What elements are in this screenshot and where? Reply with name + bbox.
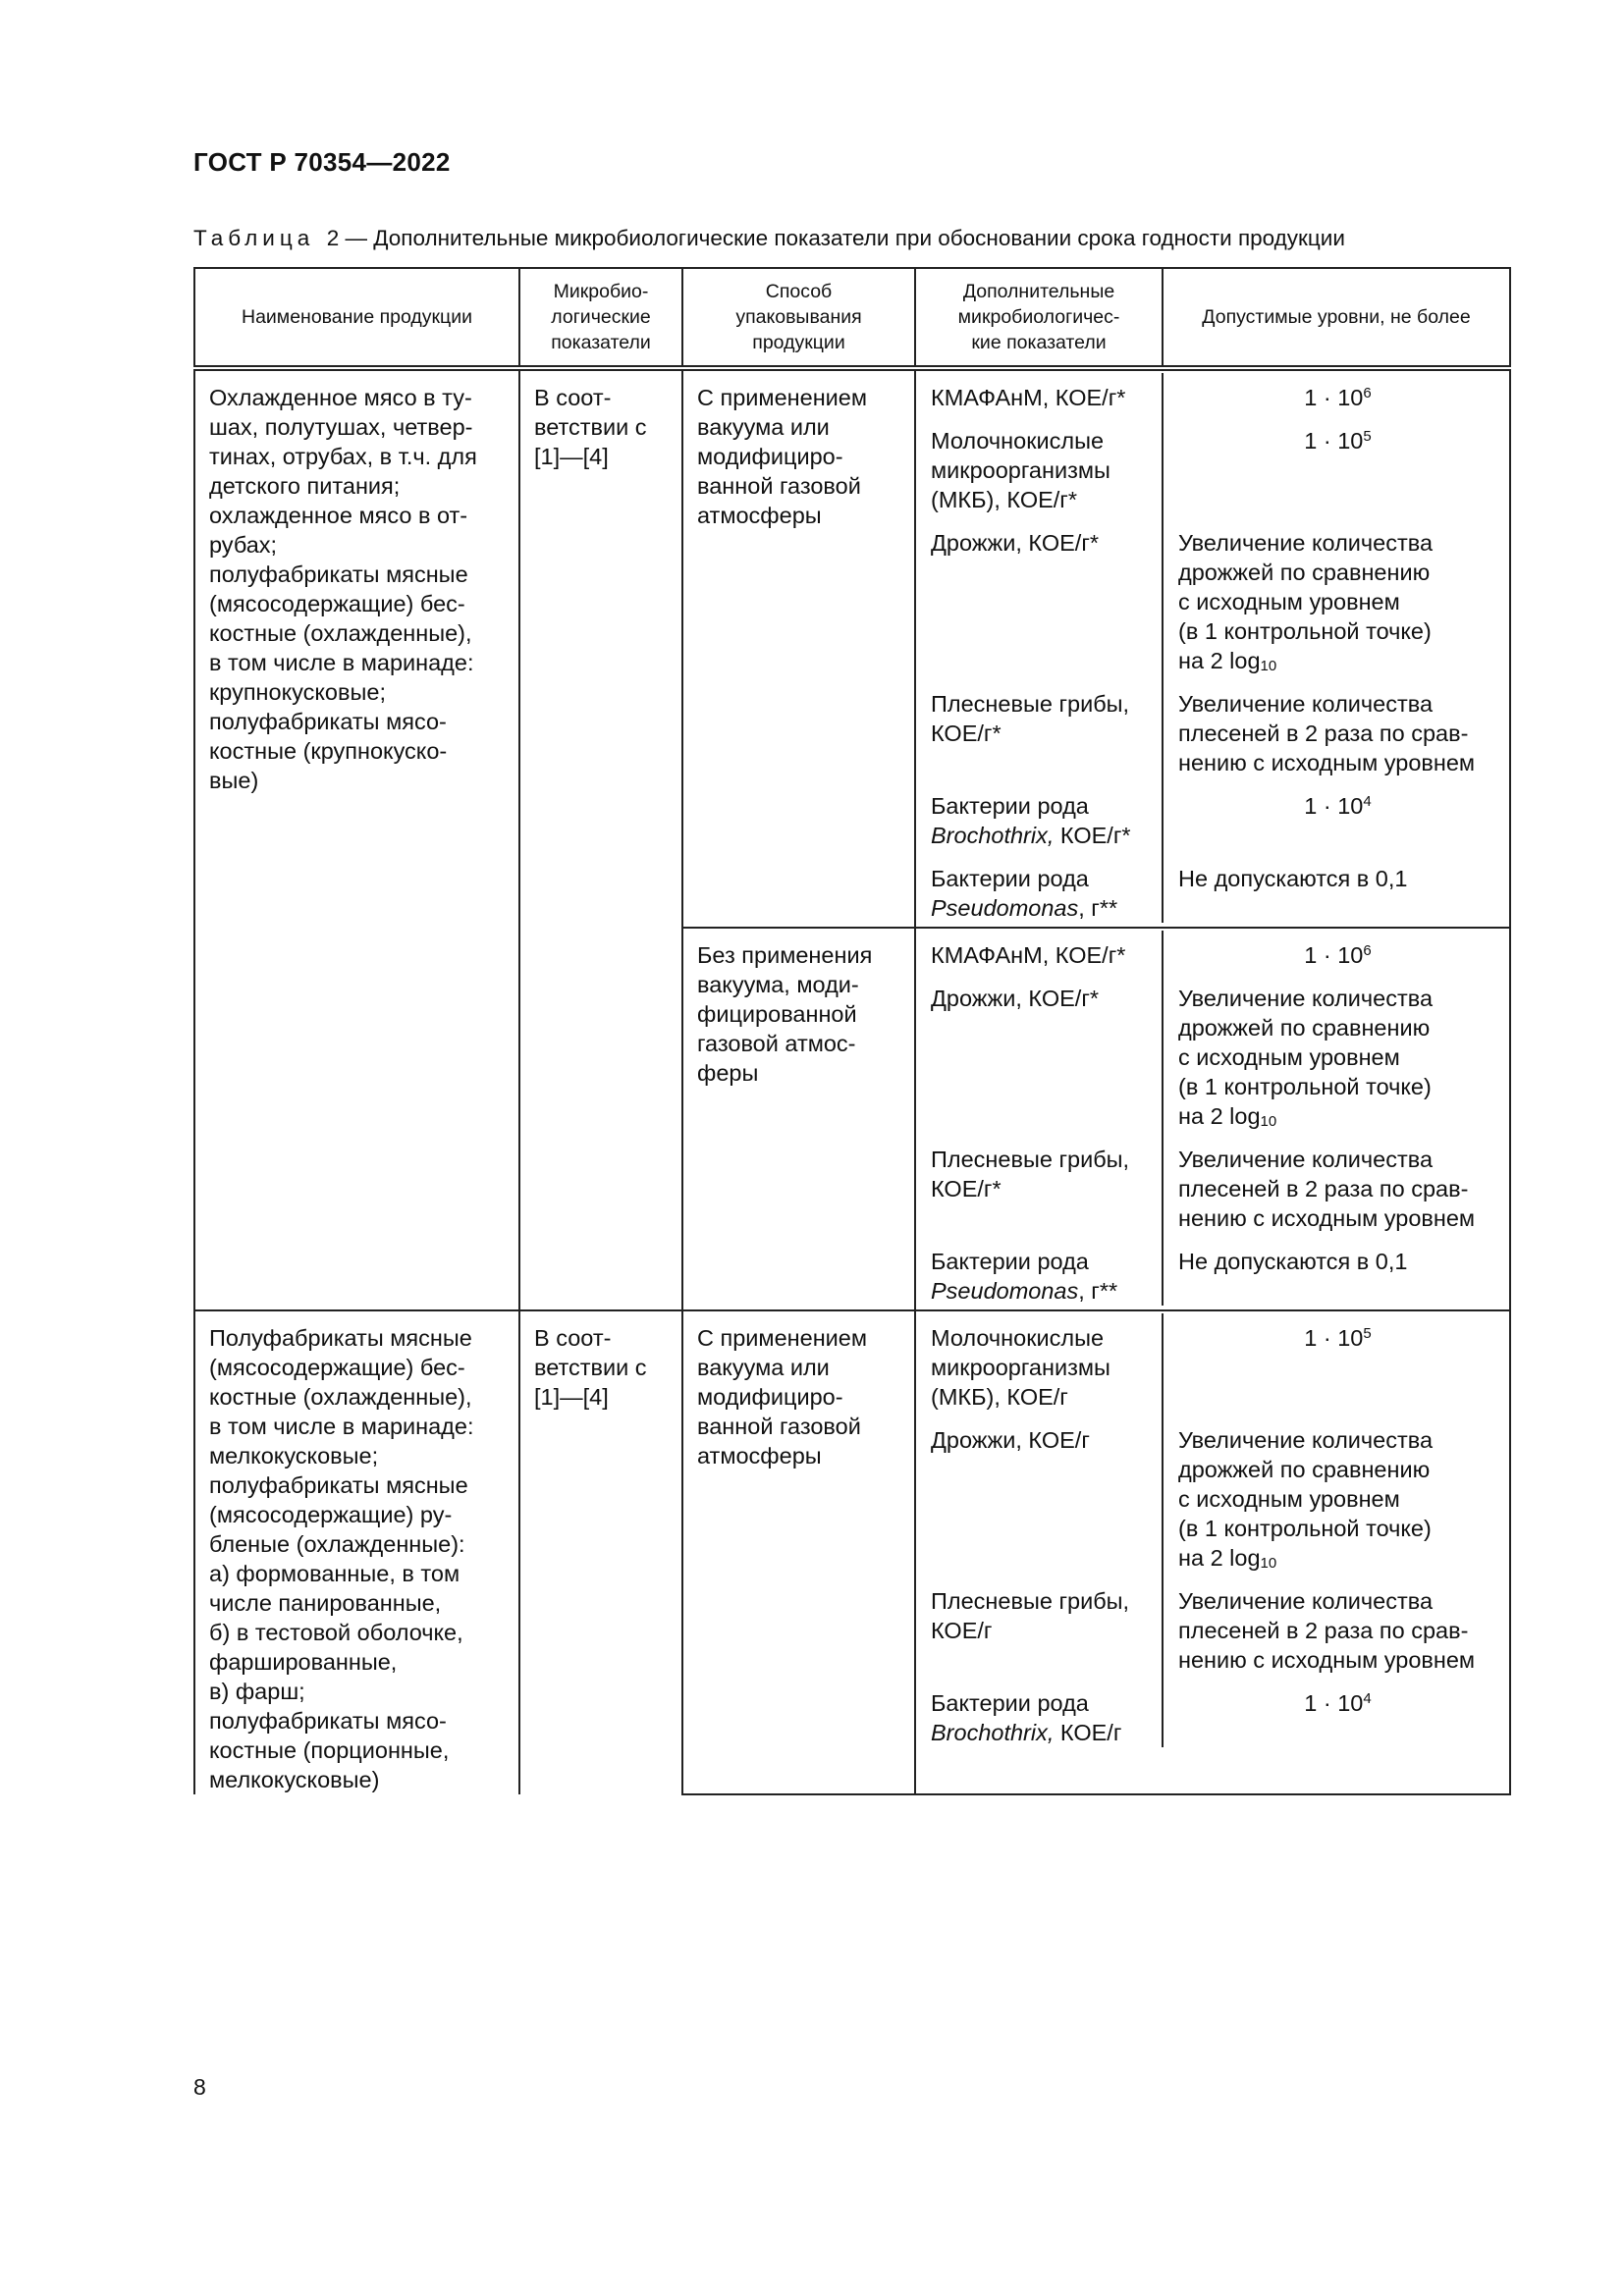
packaging-method-cell: [682, 928, 915, 1310]
indicator-name: Плесневые грибы, КОЕ/г*: [916, 1131, 1164, 1233]
microbiological-indicators-cell: [519, 368, 682, 1310]
permitted-level: Увеличение количества дрожжей по сравнению с исходным уровнем (в 1 контрольной точке) на 2 $\log_{10}$: [1178, 530, 1434, 674]
permitted-level: Увеличение количества дрожжей по сравнению с исходным уровнем (в 1 контрольной точке) на 2 $\log_{10}$: [1178, 1427, 1434, 1572]
permitted-level: $1 \cdot 10^4$: [1304, 793, 1372, 819]
table-row: [194, 368, 1510, 928]
column-header-product: Наименование продукции: [194, 268, 519, 368]
microbiological-indicators-text: В соот- ветствии с [1]—[4]: [534, 1325, 647, 1410]
table-caption-number: 2: [326, 226, 340, 250]
column-header-additional-indicators: Дополнительные микробиологичес- кие показатели: [915, 268, 1163, 368]
microbiology-table: [193, 267, 1511, 1795]
indicator-name: КМАФАнМ, КОЕ/г*: [916, 931, 1164, 970]
indicator-name: Молочнокислые микроорганизмы (МКБ), КОЕ/г*: [916, 412, 1164, 514]
permitted-level: Увеличение количества дрожжей по сравнению с исходным уровнем (в 1 контрольной точке) на 2 $\log_{10}$: [1178, 986, 1434, 1130]
column-header-permitted-levels: Допустимые уровни, не более: [1163, 268, 1510, 368]
permitted-level: Увеличение количества плесеней в 2 раза по срав- нению с исходным уровнем: [1178, 1147, 1476, 1231]
product-name-cell: [194, 368, 519, 1310]
table-caption-text: — Дополнительные микробиологические показатели при обосновании срока годности продукции: [339, 226, 1345, 250]
column-header-microbiological: Микробио- логические показатели: [519, 268, 682, 368]
indicator-name: Молочнокислые микроорганизмы (МКБ), КОЕ/г: [916, 1313, 1164, 1412]
product-name-text: Полуфабрикаты мясные (мясосодержащие) бес- костные (охлажденные), в том числе в маринаде: мелкокусковые; полуфабрикаты мясные (мясосодержащие) ру- бленые (охлажденные): а) формованные, в том числе панированные, б) в тестовой оболочке, фаршированные, в) фарш; полуфабрикаты мясо- костные (порционные, мелкокусковые): [209, 1325, 474, 1792]
packaging-method-cell: [682, 1310, 915, 1794]
permitted-level: Увеличение количества плесеней в 2 раза по срав- нению с исходным уровнем: [1178, 1588, 1476, 1673]
packaging-method-cell: [682, 368, 915, 928]
table-row: [194, 1310, 1510, 1794]
indicator-name: Бактерии рода Pseudomonas, г**: [916, 850, 1164, 923]
indicators-levels-cell: [915, 928, 1510, 1310]
table-caption-prefix: Таблица: [193, 226, 315, 250]
permitted-level: $1 \cdot 10^5$: [1304, 1325, 1372, 1351]
permitted-level: $1 \cdot 10^4$: [1304, 1690, 1372, 1716]
indicator-name: Бактерии рода Pseudomonas, г**: [916, 1233, 1164, 1306]
packaging-method-text: С применением вакуума или модифициро- ванной газовой атмосферы: [697, 385, 868, 528]
packaging-method-text: Без применения вакуума, моди- фицированной газовой атмос- феры: [697, 942, 873, 1086]
indicators-levels-cell: [915, 1310, 1510, 1794]
indicator-name: Дрожжи, КОЕ/г: [916, 1412, 1164, 1573]
indicator-name: Дрожжи, КОЕ/г*: [916, 970, 1164, 1131]
permitted-level: $1 \cdot 10^6$: [1304, 385, 1372, 410]
permitted-level: Не допускаются в 0,1: [1178, 866, 1408, 891]
product-name-text: Охлажденное мясо в ту- шах, полутушах, четвер- тинах, отрубах, в т.ч. для детского питания; охлажденное мясо в от- рубах; полуфабрикаты мясные (мясосодержащие) бес- костные (охлажденные), в том числе в маринаде: крупнокусковые; полуфабрикаты мясо- костные (крупнокуско- вые): [209, 385, 477, 793]
permitted-level: $1 \cdot 10^5$: [1304, 428, 1372, 454]
genus-name: Pseudomonas: [931, 895, 1079, 921]
indicators-levels-cell: [915, 368, 1510, 928]
indicator-name: КМАФАнМ, КОЕ/г*: [916, 373, 1164, 412]
page-number: 8: [193, 2074, 206, 2100]
table-header-row: [194, 268, 1510, 368]
permitted-level: $1 \cdot 10^6$: [1304, 942, 1372, 968]
microbiological-indicators-cell: [519, 1310, 682, 1794]
indicator-name: Плесневые грибы, КОЕ/г*: [916, 675, 1164, 777]
indicator-name: Плесневые грибы, КОЕ/г: [916, 1573, 1164, 1675]
indicator-name: Бактерии рода Brochothrix, КОЕ/г: [916, 1675, 1164, 1747]
genus-name: Brochothrix,: [931, 1720, 1055, 1745]
genus-name: Pseudomonas: [931, 1278, 1079, 1304]
microbiological-indicators-text: В соот- ветствии с [1]—[4]: [534, 385, 647, 469]
product-name-cell: [194, 1310, 519, 1794]
packaging-method-text: С применением вакуума или модифициро- ванной газовой атмосферы: [697, 1325, 868, 1468]
genus-name: Brochothrix,: [931, 823, 1055, 848]
column-header-packaging: Способ упаковывания продукции: [682, 268, 915, 368]
permitted-level: Увеличение количества плесеней в 2 раза по срав- нению с исходным уровнем: [1178, 691, 1476, 775]
permitted-level: Не допускаются в 0,1: [1178, 1249, 1408, 1274]
document-header-title: ГОСТ Р 70354—2022: [193, 147, 451, 177]
indicator-name: Бактерии рода Brochothrix, КОЕ/г*: [916, 777, 1164, 850]
indicator-name: Дрожжи, КОЕ/г*: [916, 514, 1164, 675]
table-caption: [193, 226, 1345, 251]
